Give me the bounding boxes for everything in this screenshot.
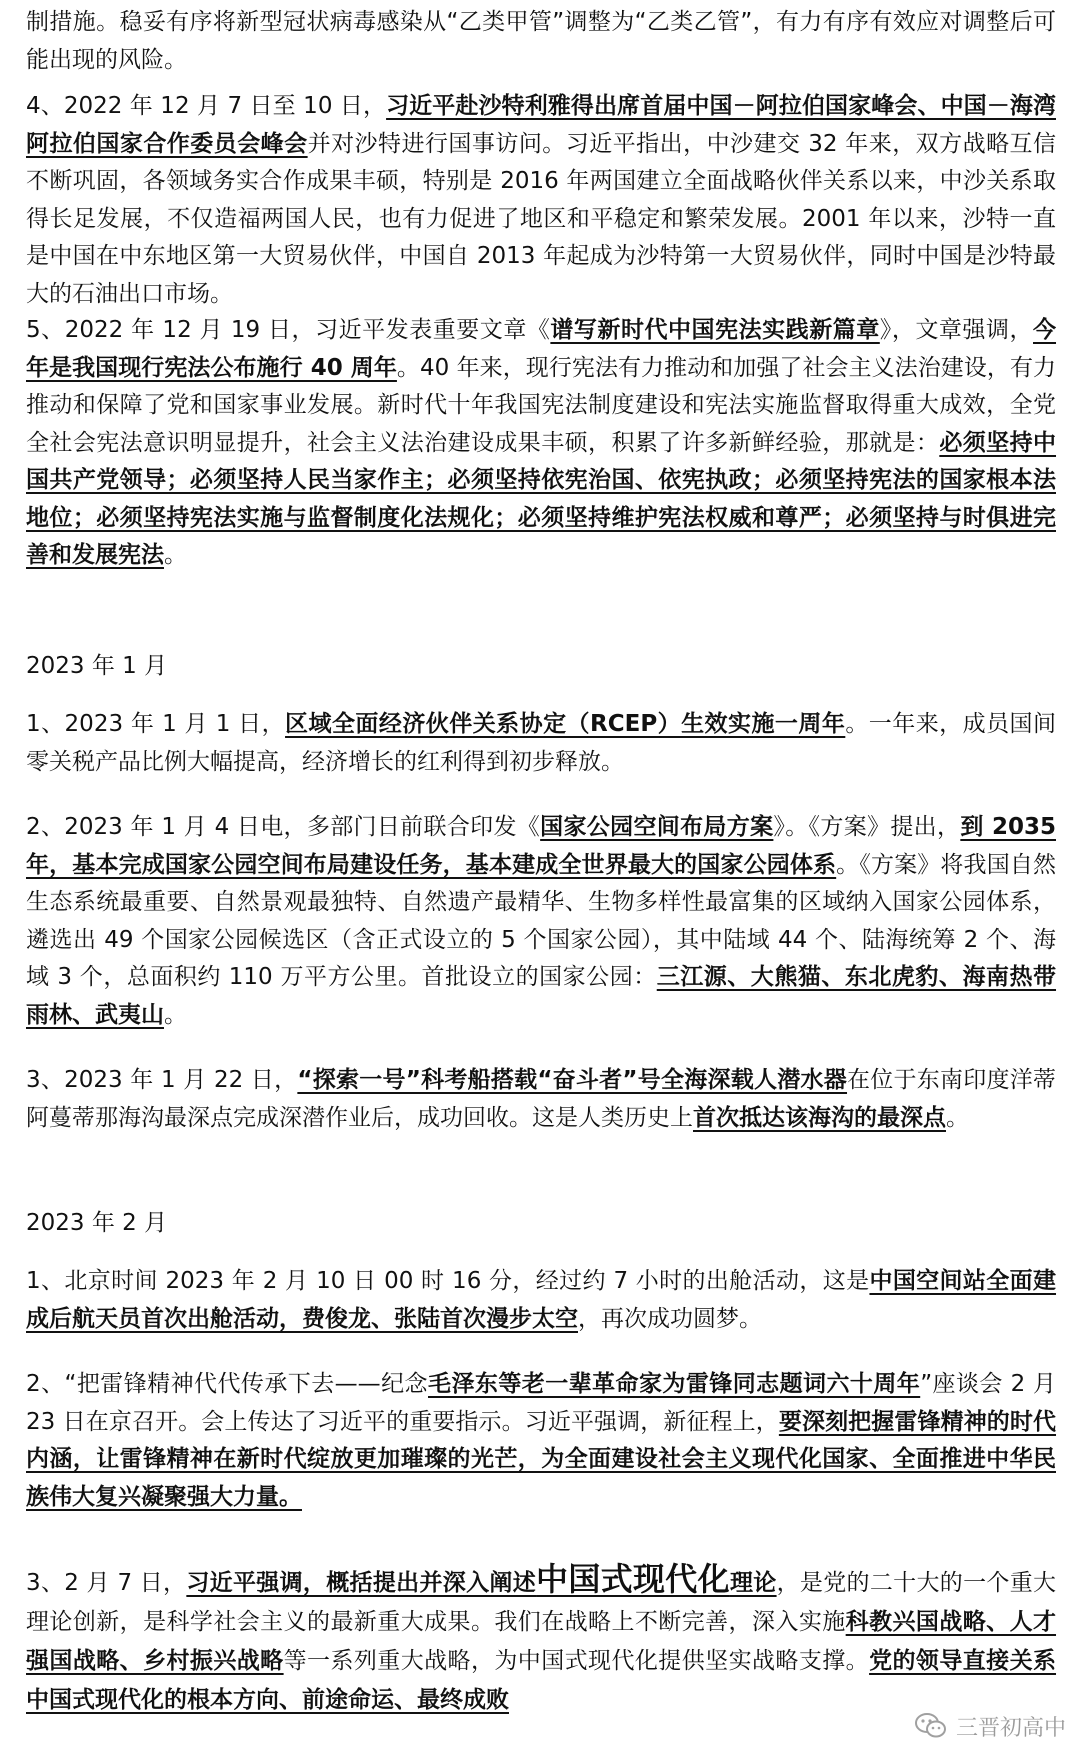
paragraph-saudi-summit [26, 88, 1056, 313]
text-segment: 3、2023 年 1 月 22 日， [26, 1067, 298, 1093]
underlined-key-point: 必须坚持中国共产党领导；必须坚持人民当家作主；必须坚持依宪治国、依宪执政；必须坚持宪法的国家根本法地位；必须坚持宪法实施与监督制度化法规化；必须坚持维护宪法权威和尊严；必须坚持与时俱进完善和发展宪法 [26, 429, 1057, 568]
paragraph-covid-policy [26, 4, 1056, 79]
text-segment: 。40 年来，现行宪法有力推动和加强了社会主义法治建设，有力推动和保障了党和国家事业发展。新时代十年我国宪法制度建设和宪法实施监督取得重大成效，全党全社会宪法意识明显提升，社会主义法治建设成果丰硕，积累了许多新鲜经验，那就是： [26, 354, 1057, 456]
underlined-key-point: 首次抵达该海沟的最深点 [693, 1104, 946, 1131]
text-segment: ，是党的二十大的一个重大理论创新，是科学社会主义的最新重大成果。我们在战略上不断完善，深入实施 [26, 1570, 1057, 1635]
paragraph-deep-sea-dive [26, 1062, 1056, 1137]
emphasized-term: 中国式现代化 [536, 1560, 730, 1598]
watermark-text: 三晋初高中 [955, 1715, 1066, 1741]
text-segment: 1、北京时间 2023 年 2 月 10 日 00 时 16 分，经过约 7 小时的出舱活动，这是 [26, 1268, 870, 1294]
text-segment: 等一系列重大战略，为中国式现代化提供坚实战略支撑。 [283, 1648, 870, 1674]
text-segment: 5、2022 年 12 月 19 日，习近平发表重要文章《 [26, 317, 551, 343]
text-segment: 。 [164, 1001, 187, 1028]
underlined-key-point: 三江源、大熊猫、东北虎豹、海南热带雨林、武夷山 [26, 964, 1057, 1028]
underlined-key-point: 科教兴国战略、人才强国战略、乡村振兴战略 [26, 1609, 1057, 1674]
text-segment: 4、2022 年 12 月 7 日至 10 日， [26, 93, 387, 119]
text-segment: 。 [164, 542, 187, 568]
paragraph-lei-feng [26, 1366, 1056, 1516]
text-segment: 》，文章强调， [879, 317, 1034, 343]
text-segment: ，再次成功圆梦。 [578, 1305, 762, 1332]
watermark [908, 1708, 1066, 1744]
text-segment: 制措施。稳妥有序将新型冠状病毒感染从“乙类甲管”调整为“乙类乙管”，有力有序有效应对调整后可能出现的风险。 [26, 9, 1056, 73]
text-segment: ”座谈会 2 月 23 日在京召开。会上传达了习近平的重要指示。习近平强调，新征程上， [26, 1371, 1057, 1435]
paragraph-rcep [26, 706, 1056, 781]
underlined-key-point: 到 2035 年，基本完成国家公园空间布局建设任务，基本建成全世界最大的国家公园体系 [26, 814, 1056, 878]
text-segment: 。一年来，成员国间零关税产品比例大幅提高，经济增长的红利得到初步释放。 [26, 711, 1056, 775]
text-segment: 2、“把雷锋精神代代传承下去——纪念 [26, 1371, 428, 1397]
text-segment: 》。《方案》提出， [773, 814, 961, 840]
underlined-key-point: “探索一号”科考船搭载“奋斗者”号全海深载人潜水器 [297, 1067, 848, 1093]
paragraph-chinese-modernization [26, 1560, 1056, 1720]
underlined-key-point: 习近平赴沙特利雅得出席首届中国－阿拉伯国家峰会、中国－海湾阿拉伯国家合作委员会峰会 [26, 93, 1056, 157]
wechat-icon [914, 1711, 948, 1741]
underlined-key-point: 党的领导直接关系中国式现代化的根本方向、前途命运、最终成败 [26, 1648, 1057, 1713]
text-segment: 。 [946, 1104, 969, 1131]
text-segment: 在位于东南印度洋蒂阿蔓蒂那海沟最深点完成深潜作业后，成功回收。这是人类历史上 [26, 1067, 1057, 1131]
month-heading-2023-01: 2023 年 1 月 [26, 653, 168, 679]
underlined-key-point: 中国空间站全面建成后航天员首次出舱活动，费俊龙、张陆首次漫步太空 [26, 1268, 1057, 1332]
month-heading-2023-02: 2023 年 2 月 [26, 1210, 168, 1236]
underlined-key-point: 要深刻把握雷锋精神的时代内涵，让雷锋精神在新时代绽放更加璀璨的光芒，为全面建设社会主义现代化国家、全面推进中华民族伟大复兴凝聚强大力量。 [26, 1408, 1057, 1510]
text-segment: 并对沙特进行国事访问。习近平指出，中沙建交 32 年来，双方战略互信不断巩固，各领域务实合作成果丰硕，特别是 2016 年两国建立全面战略伙伴关系以来，中沙关系取得长足发展，不仅造福两国人民，也有力促进了地区和平稳定和繁荣发展。2001 年以来，沙特一直是中国在中东地区第一大贸易伙伴，中国自 2013 年起成为沙特第一大贸易伙伴，同时中国是沙特最大的石油出口市场。 [26, 130, 1057, 307]
underlined-key-point: 区域全面经济伙伴关系协定（RCEP）生效实施一周年 [285, 711, 846, 737]
underlined-key-point: 国家公园空间布局方案 [540, 814, 774, 840]
text-segment: 2、2023 年 1 月 4 日电，多部门日前联合印发《 [26, 814, 541, 840]
text-segment: 。《方案》将我国自然生态系统最重要、自然景观最独特、自然遗产最精华、生物多样性最富集的区域纳入国家公园体系，遴选出 49 个国家公园候选区（含正式设立的 5 个国家公园），其中陆域 44 个、陆海统筹 2 个、海域 3 个，总面积约 110 万平方公里。首批设立的国家公园： [26, 851, 1057, 990]
text-segment: 1、2023 年 1 月 1 日， [26, 711, 286, 737]
paragraph-national-parks [26, 809, 1056, 1034]
underlined-key-point: 理论 [729, 1570, 777, 1596]
paragraph-spacewalk [26, 1263, 1056, 1338]
underlined-key-point: 今年是我国现行宪法公布施行 40 周年 [26, 317, 1057, 381]
text-segment: 3、2 月 7 日， [26, 1570, 187, 1596]
underlined-key-point: 习近平强调，概括提出并深入阐述 [186, 1570, 537, 1596]
paragraph-constitution [26, 312, 1056, 575]
underlined-key-point: 毛泽东等老一辈革命家为雷锋同志题词六十周年 [428, 1371, 921, 1397]
underlined-key-point: 谱写新时代中国宪法实践新篇章 [550, 317, 880, 343]
